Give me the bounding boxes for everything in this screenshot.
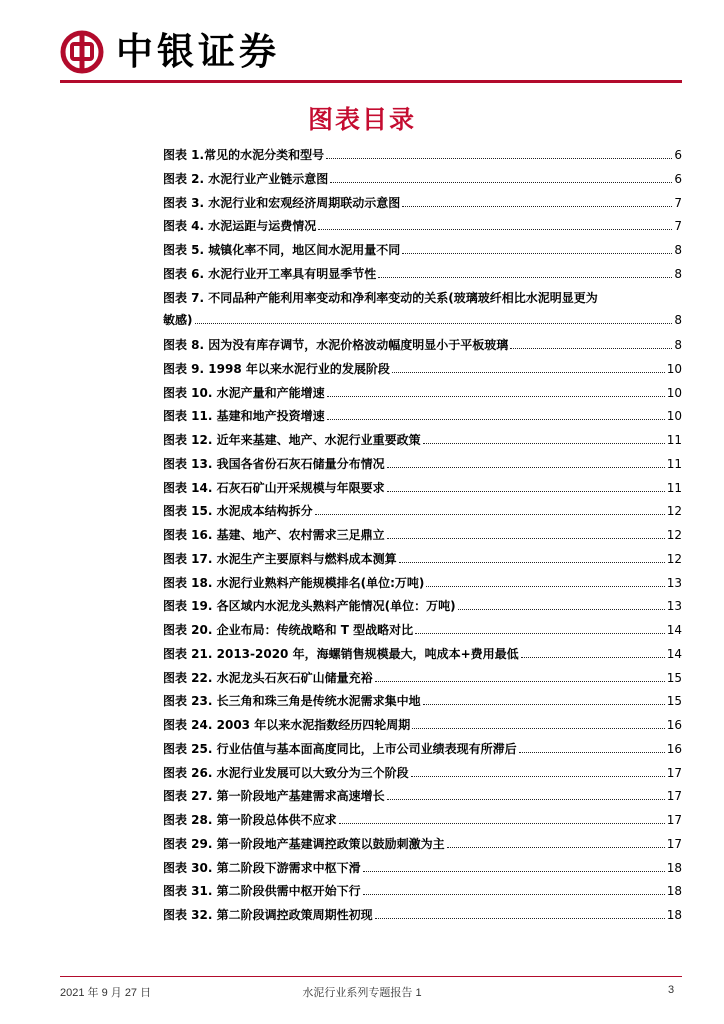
toc-entry[interactable] [163, 358, 682, 380]
toc-entry[interactable] [163, 263, 682, 285]
toc-page-number: 18 [666, 884, 682, 899]
toc-page-number: 17 [666, 789, 682, 804]
toc-page-number: 7 [674, 219, 682, 234]
toc-entry[interactable] [163, 595, 682, 617]
toc-entry[interactable] [163, 785, 682, 807]
toc-entry-text: 图表 6. 水泥行业开工率具有明显季节性 [163, 266, 377, 281]
page-header [60, 28, 680, 74]
toc-entry-row [163, 619, 682, 641]
toc-entry-row [163, 714, 682, 736]
toc-entry-row [163, 215, 682, 237]
toc-entry[interactable] [163, 690, 682, 712]
dot-leader [339, 823, 665, 824]
brand-name: 中银证券 [116, 29, 280, 73]
toc-entry-text: 图表 4. 水泥运距与运费情况 [163, 219, 317, 234]
toc-entry-row [163, 168, 682, 190]
dot-leader [510, 348, 672, 349]
toc-page-number: 14 [666, 646, 682, 661]
dot-leader [327, 396, 665, 397]
dot-leader [315, 514, 665, 515]
toc-entry-row [163, 809, 682, 831]
toc-entry-row [163, 500, 682, 522]
toc-entry-text: 图表 14. 石灰石矿山开采规模与年限要求 [163, 480, 385, 495]
toc-page-number: 12 [666, 504, 682, 519]
toc-entry-row [163, 904, 682, 926]
toc-page-number: 11 [666, 456, 682, 471]
toc-entry[interactable] [163, 524, 682, 546]
toc-entry-row [163, 239, 682, 261]
toc-entry-row [163, 429, 682, 451]
toc-entry[interactable] [163, 334, 682, 356]
footer-page-number: 3 [668, 984, 675, 996]
footer-date: 2021 年 9 月 27 日 [60, 987, 152, 999]
toc-entry[interactable] [163, 548, 682, 570]
toc-entry-text: 图表 31. 第二阶段供需中枢开始下行 [163, 884, 361, 899]
toc-entry-row [163, 667, 682, 689]
dot-leader [195, 323, 673, 324]
toc-page-number: 17 [666, 836, 682, 851]
toc-entry-text: 图表 22. 水泥龙头石灰石矿山储量充裕 [163, 670, 373, 685]
toc-entry-row [163, 382, 682, 404]
toc-entry-text: 图表 29. 第一阶段地产基建调控政策以鼓励刺激为主 [163, 836, 445, 851]
dot-leader [375, 681, 665, 682]
toc-page-number: 7 [674, 195, 682, 210]
toc-entry-text: 图表 2. 水泥行业产业链示意图 [163, 171, 329, 186]
toc-entry[interactable] [163, 572, 682, 594]
toc-page-number: 8 [674, 338, 682, 352]
toc-entry-text: 图表 27. 第一阶段地产基建需求高速增长 [163, 789, 385, 804]
toc-entry-row [163, 524, 682, 546]
toc-entry[interactable] [163, 168, 682, 190]
toc-page-number: 17 [666, 765, 682, 780]
toc-entry-text: 图表 12. 近年来基建、地产、水泥行业重要政策 [163, 433, 421, 447]
dot-leader [387, 467, 665, 468]
toc-page-number: 8 [674, 266, 682, 281]
toc-entry[interactable] [163, 429, 682, 451]
toc-entry-text: 图表 24. 2003 年以来水泥指数经历四轮周期 [163, 718, 411, 732]
dot-leader [415, 633, 665, 634]
toc-entry-text: 图表 32. 第二阶段调控政策周期性初现 [163, 908, 373, 922]
toc-entry-row [163, 192, 682, 214]
dot-leader [363, 894, 665, 895]
footer-divider [60, 976, 682, 977]
toc-entry-text: 图表 1.常见的水泥分类和型号 [163, 148, 325, 162]
toc-entry-row [163, 595, 682, 617]
toc-page-number: 11 [666, 480, 682, 495]
toc-entry[interactable] [163, 904, 682, 926]
dot-leader [378, 277, 672, 278]
toc-entry-row [163, 833, 682, 855]
toc-entry-text: 图表 21. 2013-2020 年，海螺销售规模最大，吨成本+费用最低 [163, 646, 519, 661]
toc-page-number: 10 [666, 409, 682, 424]
toc-entry-row [163, 334, 682, 356]
toc-entry-text: 图表 28. 第一阶段总体供不应求 [163, 813, 337, 827]
toc-page-number: 16 [666, 718, 682, 732]
toc-entry[interactable] [163, 239, 682, 261]
toc-entry-text: 图表 16. 基建、地产、农村需求三足鼎立 [163, 528, 385, 542]
toc-entry[interactable] [163, 762, 682, 784]
toc-entry[interactable] [163, 405, 682, 427]
toc-entry-row [163, 144, 682, 166]
toc-entry-row [163, 762, 682, 784]
page-title: 图表目录 [307, 105, 416, 134]
toc-entry-row [163, 572, 682, 594]
toc-entry-text: 图表 10. 水泥产量和产能增速 [163, 385, 325, 400]
dot-leader [458, 609, 665, 610]
toc-entry[interactable] [163, 667, 682, 689]
toc-entry[interactable] [163, 714, 682, 736]
toc-entry-row [163, 548, 682, 570]
dot-leader [423, 704, 665, 705]
dot-leader [327, 419, 665, 420]
dot-leader [392, 372, 665, 373]
dot-leader [426, 586, 664, 587]
toc-page-number: 18 [666, 908, 682, 922]
toc-page-number: 12 [666, 551, 682, 566]
dot-leader [402, 253, 672, 254]
toc-entry[interactable] [163, 833, 682, 855]
footer-report-name: 水泥行业系列专题报告 1 [302, 987, 422, 999]
toc-entry-row [163, 738, 682, 760]
toc-entry[interactable] [163, 857, 682, 879]
toc-page-number: 17 [666, 813, 682, 827]
dot-leader [326, 158, 672, 159]
header-divider [60, 80, 682, 83]
toc-page-number: 15 [666, 670, 682, 685]
toc-entry-text: 图表 20. 企业布局：传统战略和 T 型战略对比 [163, 623, 414, 637]
toc-entry-text: 图表 26. 水泥行业发展可以大致分为三个阶段 [163, 765, 409, 780]
toc-entry-text: 图表 13. 我国各省份石灰石储量分布情况 [163, 456, 385, 471]
toc-page-number: 8 [674, 312, 682, 327]
toc-entry-text: 图表 19. 各区域内水泥龙头熟料产能情况(单位：万吨) [163, 599, 456, 614]
toc-entry-row [163, 405, 682, 427]
dot-leader [519, 752, 665, 753]
dot-leader [387, 799, 665, 800]
dot-leader [423, 443, 665, 444]
toc-entry[interactable] [163, 880, 682, 902]
toc-entry-row [163, 690, 682, 712]
toc-page-number: 15 [666, 694, 682, 709]
toc-entry[interactable] [163, 619, 682, 641]
dot-leader [387, 491, 665, 492]
toc-entry-row [163, 477, 682, 499]
toc-entry-row [163, 785, 682, 807]
toc-page-number: 10 [666, 385, 682, 400]
dot-leader [402, 206, 672, 207]
toc-entry-text: 图表 9. 1998 年以来水泥行业的发展阶段 [163, 361, 390, 376]
toc-entry-row [163, 263, 682, 285]
toc-page-number: 16 [666, 741, 682, 756]
toc-entry-text: 图表 17. 水泥生产主要原料与燃料成本测算 [163, 551, 397, 566]
toc-entry-row [163, 857, 682, 879]
toc-entry-text: 图表 7. 不同品种产能利用率变动和净利率变动的关系(玻璃玻纤相比水泥明显更为 [163, 290, 598, 305]
toc-entry-text: 图表 25. 行业估值与基本面高度同比，上市公司业绩表现有所滞后 [163, 741, 517, 756]
dot-leader [447, 847, 665, 848]
toc-entry-text: 图表 3. 水泥行业和宏观经济周期联动示意图 [163, 195, 401, 210]
toc-entry[interactable] [163, 215, 682, 237]
toc-entry[interactable] [163, 738, 682, 760]
toc-page-number: 13 [666, 599, 682, 614]
dot-leader [399, 562, 665, 563]
toc-entry[interactable] [163, 144, 682, 166]
toc-entry-text: 图表 30. 第二阶段下游需求中枢下滑 [163, 860, 361, 875]
dot-leader [363, 871, 665, 872]
toc-entry[interactable] [163, 809, 682, 831]
toc-entry-row [163, 880, 682, 902]
toc-page-number: 12 [666, 528, 682, 542]
toc-page-number: 10 [666, 361, 682, 376]
toc-entry-text: 图表 5. 城镇化率不同，地区间水泥用量不同 [163, 243, 401, 257]
toc-entry[interactable] [163, 453, 682, 475]
toc-entry-text: 图表 8. 因为没有库存调节，水泥价格波动幅度明显小于平板玻璃 [163, 338, 509, 352]
bank-of-china-logo-icon [60, 30, 104, 74]
toc-entry-row [163, 643, 682, 665]
toc-entry-row [163, 358, 682, 380]
toc-page-number: 13 [666, 575, 682, 590]
toc-entry[interactable] [163, 643, 682, 665]
dot-leader [387, 538, 665, 539]
dot-leader [318, 229, 672, 230]
toc-entry-text: 图表 18. 水泥行业熟料产能规模排名(单位:万吨) [163, 575, 425, 590]
dot-leader [375, 918, 665, 919]
toc-page-number: 14 [666, 623, 682, 637]
toc-entry-text: 敏感) [163, 312, 193, 327]
toc-entry-row [163, 453, 682, 475]
toc-page-number: 6 [674, 171, 682, 186]
toc-page-number: 6 [674, 148, 682, 162]
toc-page-number: 18 [666, 860, 682, 875]
toc-page-number: 11 [666, 433, 682, 447]
toc-entry[interactable] [163, 500, 682, 522]
dot-leader [411, 776, 665, 777]
dot-leader [330, 182, 672, 183]
toc-entry-text: 图表 15. 水泥成本结构拆分 [163, 504, 313, 519]
toc-entry-row [163, 309, 682, 331]
toc-entry[interactable] [163, 192, 682, 214]
toc-page-number: 8 [674, 243, 682, 257]
dot-leader [412, 728, 665, 729]
dot-leader [521, 657, 665, 658]
toc-entry[interactable] [163, 287, 682, 331]
toc-entry-text: 图表 23. 长三角和珠三角是传统水泥需求集中地 [163, 694, 421, 709]
toc-entry[interactable] [163, 382, 682, 404]
toc-entry-text: 图表 11. 基建和地产投资增速 [163, 409, 325, 424]
toc-entry[interactable] [163, 477, 682, 499]
